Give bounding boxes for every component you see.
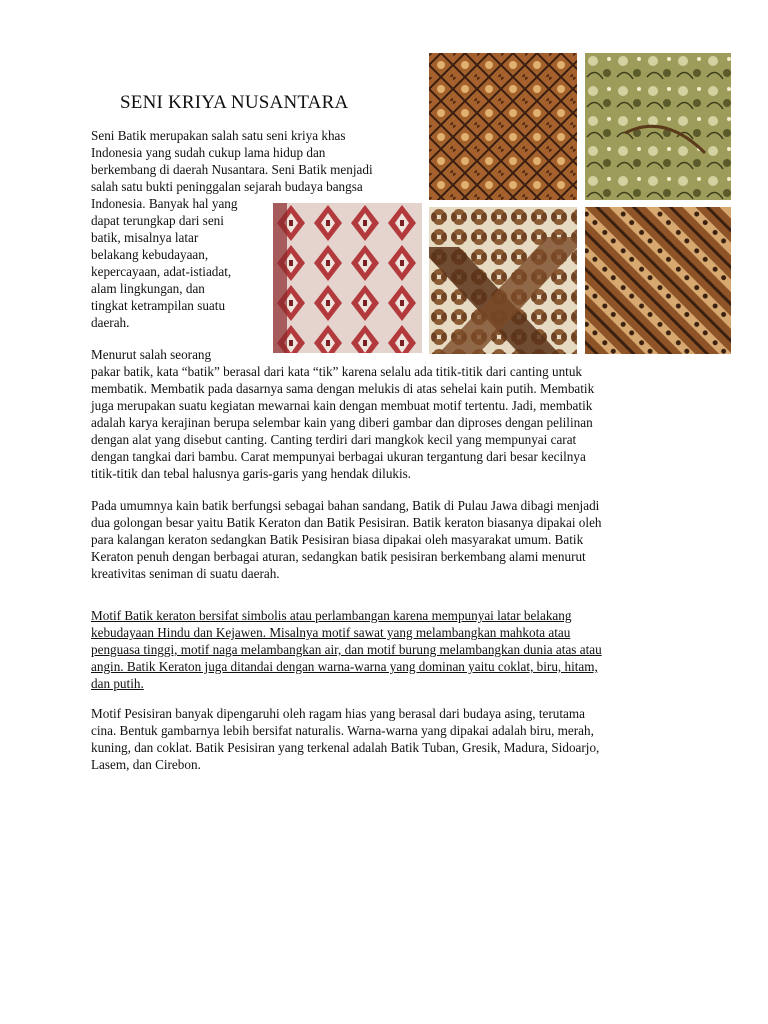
paragraph-1-line: dapat terungkap dari seni — [91, 213, 224, 228]
paragraph-4-line: angin. Batik Keraton juga ditandai dengan warna-warna yang dominan yaitu coklat, biru, hitam, — [91, 659, 598, 674]
paragraph-4-line: Motif Batik keraton bersifat simbolis atau perlambangan karena mempunyai latar belakang — [91, 608, 572, 623]
paragraph-1-line: kepercayaan, adat-istiadat, — [91, 264, 232, 279]
paragraph-1-line: Indonesia. Banyak hal yang — [91, 196, 238, 211]
paragraph-1-line: daerah. — [91, 315, 130, 330]
paragraph-2-line: juga merupakan suatu kegiatan mewarnai kain dengan membuat motif tertentu. Jadi, membatik — [91, 398, 593, 413]
batik-photo-brown-diamond — [429, 53, 577, 200]
paragraph-2-line: titik-titik dan tebal halusnya garis-garis yang hendak dilukis. — [91, 466, 412, 481]
page-title: SENI KRIYA NUSANTARA — [120, 92, 349, 113]
paragraph-1-line: salah satu bukti peninggalan sejarah budaya bangsa — [91, 179, 363, 194]
paragraph-4-line: kebudayaan Hindu dan Kejawen. Misalnya motif sawat yang melambangkan mahkota atau — [91, 625, 571, 640]
paragraph-3-line: para kalangan keraton sedangkan Batik Pesisiran biasa dipakai oleh masyarakat umum. Batik — [91, 532, 584, 547]
paragraph-2-line: dengan tangkai dari bambu. Carat mempunyai berbagai ukuran tergantung dari besar kecilnya — [91, 449, 586, 464]
batik-photo-olive-floral — [585, 53, 731, 200]
batik-photo-red-white — [273, 203, 422, 353]
paragraph-3-line: dua golongan besar yaitu Batik Keraton dan Batik Pesisiran. Batik keraton biasanya dipakai oleh — [91, 515, 602, 530]
paragraph-2-line: membatik. Membatik pada dasarnya sama dengan melukis di atas sehelai kain putih. Membatik — [91, 381, 595, 396]
batik-photo-diagonal-kawung — [429, 207, 577, 354]
paragraph-1-line: Seni Batik merupakan salah satu seni kriya khas — [91, 128, 346, 143]
paragraph-1-line: batik, misalnya latar — [91, 230, 199, 245]
paragraph-4-line: dan putih. — [91, 676, 144, 691]
paragraph-2-line: pakar batik, kata “batik” berasal dari kata “tik” karena selalu ada titik-titik dari canting untuk — [91, 364, 583, 379]
paragraph-2-line: adalah karya kerajinan berupa selembar kain yang diberi gambar dan diproses dengan pelilinan — [91, 415, 593, 430]
paragraph-1-line: Indonesia yang sudah cukup lama hidup dan — [91, 145, 326, 160]
paragraph-1-line: tingkat ketrampilan suatu — [91, 298, 226, 313]
paragraph-5-line: Lasem, dan Cirebon. — [91, 757, 201, 772]
batik-photo-parang — [585, 207, 731, 354]
paragraph-1-line: belakang kebudayaan, — [91, 247, 209, 262]
paragraph-5-line: Motif Pesisiran banyak dipengaruhi oleh ragam hias yang berasal dari budaya asing, terutama — [91, 706, 586, 721]
paragraph-1-line: berkembang di daerah Nusantara. Seni Batik menjadi — [91, 162, 373, 177]
paragraph-3-line: Pada umumnya kain batik berfungsi sebagai bahan sandang, Batik di Pulau Jawa dibagi menjadi — [91, 498, 600, 513]
paragraph-2-line: Menurut salah seorang — [91, 347, 212, 362]
paragraph-2-line: dengan alat yang disebut canting. Canting terdiri dari mangkok kecil yang mempunyai carat — [91, 432, 577, 447]
paragraph-3-line: kreativitas seniman di suatu daerah. — [91, 566, 280, 581]
paragraph-4-line: penguasa tinggi, motif naga melambangkan air, dan motif burung melambangkan dunia atas atau — [91, 642, 602, 657]
paragraph-1-line: alam lingkungan, dan — [91, 281, 205, 296]
paragraph-5-line: cina. Bentuk gambarnya lebih bersifat naturalis. Warna-warna yang dipakai adalah biru, merah, — [91, 723, 594, 738]
paragraph-3-line: Keraton penuh dengan berbagai aturan, sedangkan batik pesisiran berkembang alami menurut — [91, 549, 586, 564]
paragraph-5-line: kuning, dan coklat. Batik Pesisiran yang terkenal adalah Batik Tuban, Gresik, Madura, Sidoarjo, — [91, 740, 600, 755]
